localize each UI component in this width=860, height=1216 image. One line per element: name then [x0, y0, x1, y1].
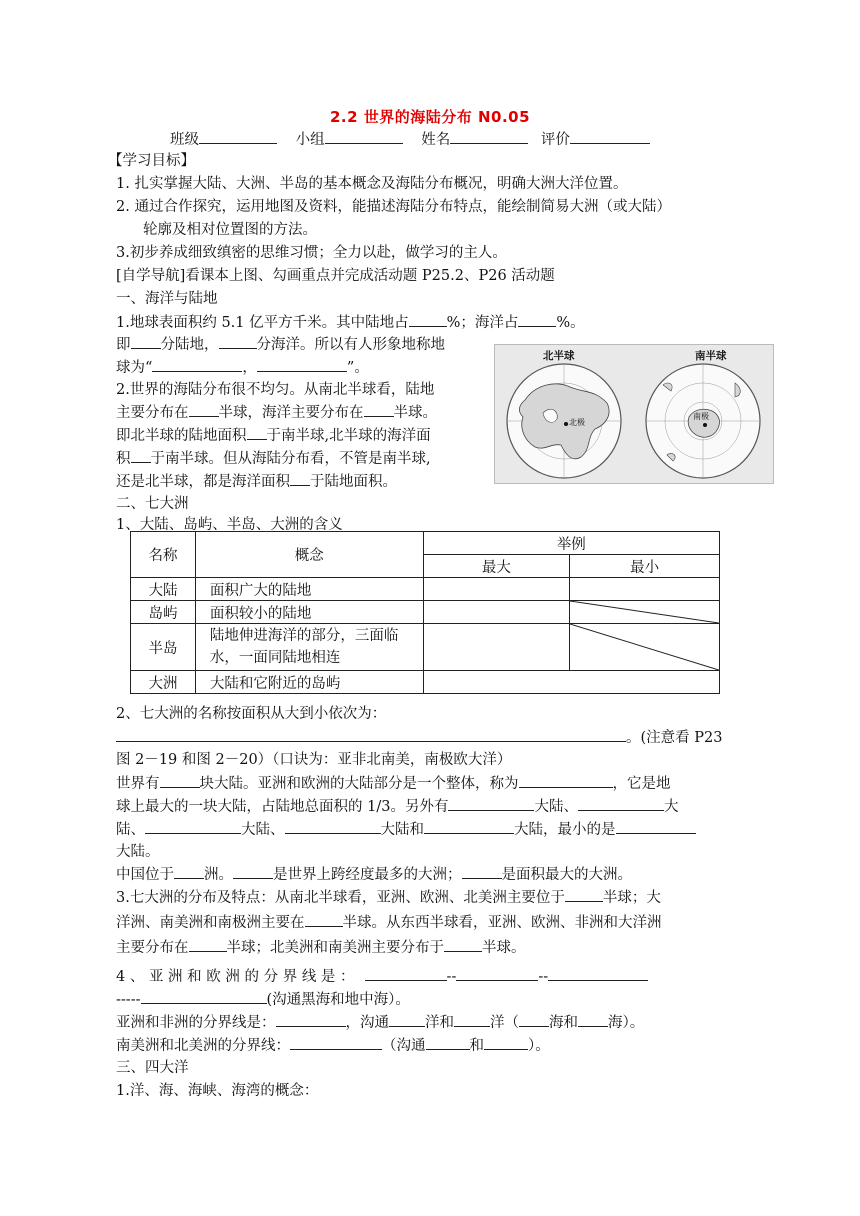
name-blank[interactable] — [450, 129, 528, 144]
s2-q2-note: 图 2－19 和图 2－20）（口诀为：亚非北南美，南极欧大洋） — [116, 752, 512, 768]
sea-blank-1[interactable] — [519, 1012, 549, 1027]
section-3-heading: 三、四大洋 — [116, 1060, 189, 1076]
north-pole-label: 北极 — [569, 418, 585, 427]
eval-blank[interactable] — [570, 129, 650, 144]
s2-q4-line2: ----- (沟通黑海和地中海）。 — [116, 989, 410, 1010]
s1-line-1: 1.地球表面积约 5.1 亿平方千米。其中陆地占 %；海洋占 %。 — [116, 312, 585, 333]
th-max: 最大 — [423, 555, 570, 578]
boundary-blank-1[interactable] — [365, 966, 447, 981]
s2-q5: 亚洲和非洲的分界线是： ，沟通 洋和 洋（ 海和 海）。 — [116, 1012, 644, 1033]
ocean-percent-blank[interactable] — [518, 312, 556, 327]
north-hemisphere-label: 北半球 — [543, 350, 575, 362]
south-pole-label: 南极 — [693, 412, 709, 421]
s1-line-3: 球为“ ， ”。 — [116, 357, 369, 378]
goals-heading: 【学习目标】 — [108, 153, 195, 169]
boundary-blank-4[interactable] — [141, 989, 267, 1004]
s2-sub-1: 1、大陆、岛屿、半岛、大洲的含义 — [116, 517, 343, 533]
continent-group-cell[interactable] — [423, 671, 719, 694]
s2-p4: 大陆。 — [116, 844, 160, 860]
self-study-nav: [自学导航]看课本上图、勾画重点并完成活动题 P25.2、P26 活动题 — [116, 268, 555, 284]
s2-q3-line2: 洋洲、南美洲和南极洲主要在 半球。从东西半球看，亚洲、欧洲、非洲和大洋洲 — [116, 912, 662, 933]
s3-q1: 1.洋、海、海峡、海湾的概念： — [116, 1083, 319, 1099]
continent-blank-4[interactable] — [285, 819, 381, 834]
th-name: 名称 — [131, 532, 196, 578]
hemispheres-figure — [494, 344, 774, 484]
largest-continent-blank[interactable] — [462, 864, 502, 879]
china-continent-blank[interactable] — [174, 864, 204, 879]
boundary-blank-3[interactable] — [548, 966, 648, 981]
s2-p3: 陆、 大陆、 大陆和 大陆，最小的是 — [116, 819, 696, 840]
hemisphere-blank-4[interactable] — [444, 937, 482, 952]
asia-africa-boundary-blank[interactable] — [276, 1012, 346, 1027]
nickname-blank-1[interactable] — [152, 357, 242, 372]
name-label: 姓名 — [421, 132, 451, 148]
s1-line-8: 还是北半球，都是海洋面积 于陆地面积。 — [116, 471, 397, 492]
peninsula-max-cell[interactable] — [423, 624, 570, 671]
goal-3: 3.初步养成细致缜密的思维习惯；全力以赴，做学习的主人。 — [116, 245, 507, 261]
s2-q2: 2、七大洲的名称按面积从大到小依次为： — [116, 706, 387, 722]
s2-q2-answer: 。(注意看 P23 — [116, 727, 722, 748]
s1-line-7: 积 于南半球。但从海陆分布看，不管是南半球, — [116, 448, 431, 469]
s2-p2: 球上最大的一块大陆，占陆地总面积的 1/3。另外有 大陆、 大 — [116, 796, 731, 817]
smallest-continent-blank[interactable] — [616, 819, 696, 834]
continent-blank-3[interactable] — [145, 819, 241, 834]
s2-q4-line1: 4 、 亚 洲 和 欧 洲 的 分 界 线 是 ： -- -- — [116, 966, 648, 987]
americas-boundary-blank[interactable] — [290, 1035, 382, 1050]
th-example: 举例 — [423, 532, 719, 555]
hemisphere-blank-1[interactable] — [565, 887, 603, 902]
connect-blank-1[interactable] — [426, 1035, 470, 1050]
page-title: 2.2 世界的海陆分布 N0.05 — [329, 108, 531, 126]
island-max-cell[interactable] — [423, 601, 570, 624]
ocean-fraction-blank[interactable] — [219, 334, 257, 349]
ocean-hemisphere-blank[interactable] — [364, 402, 394, 417]
s1-line-2: 即 分陆地， 分海洋。所以有人形象地称地 — [116, 334, 445, 355]
class-label: 班级 — [170, 132, 199, 148]
continent-blank-1[interactable] — [448, 796, 534, 811]
s1-line-6: 即北半球的陆地面积 于南半球,北半球的海洋面 — [116, 425, 431, 446]
ocean-compare-blank[interactable] — [131, 448, 151, 463]
table-row: 大洲 大陆和它附近的岛屿 — [131, 671, 720, 694]
table-row: 半岛 陆地伸进海洋的部分，三面临 水，一面同陆地相连 — [131, 624, 720, 671]
land-compare-blank[interactable] — [247, 425, 267, 440]
area-compare-blank[interactable] — [290, 471, 310, 486]
s2-p5: 中国位于 洲。 是世界上跨经度最多的大洲； 是面积最大的大洲。 — [116, 864, 632, 885]
hemisphere-blank-3[interactable] — [189, 937, 227, 952]
widest-continent-blank[interactable] — [233, 864, 273, 879]
group-blank[interactable] — [325, 129, 403, 144]
s2-q3-line1: 3.七大洲的分布及特点：从南北半球看，亚洲、欧洲、北美洲主要位于 半球；大 — [116, 887, 661, 908]
hemisphere-blank-2[interactable] — [305, 912, 343, 927]
table-row: 岛屿 面积较小的陆地 — [131, 601, 720, 624]
s1-line-4: 2.世界的海陆分布很不均匀。从南北半球看，陆地 — [116, 382, 435, 398]
sea-blank-2[interactable] — [578, 1012, 608, 1027]
hemisphere-globes-graphic — [495, 345, 773, 483]
continent-count-blank[interactable] — [160, 773, 200, 788]
seven-continents-blank[interactable] — [116, 727, 626, 742]
definitions-table — [130, 531, 720, 694]
island-min-cell-crossed — [570, 601, 720, 624]
goal-1: 1. 扎实掌握大陆、大洲、半岛的基本概念及海陆分布概况，明确大洲大洋位置。 — [116, 176, 628, 192]
boundary-blank-2[interactable] — [456, 966, 538, 981]
s1-line-5: 主要分布在 半球，海洋主要分布在 半球。 — [116, 402, 437, 423]
ocean-blank-2[interactable] — [454, 1012, 490, 1027]
header-fields — [170, 129, 650, 150]
goal-2: 2. 通过合作探究，运用地图及资料，能描述海陆分布特点，能绘制简易大洲（或大陆） — [116, 199, 671, 215]
continent-blank-5[interactable] — [424, 819, 514, 834]
ocean-blank-1[interactable] — [389, 1012, 425, 1027]
eurasia-blank[interactable] — [519, 773, 613, 788]
goal-2-cont: 轮廓及相对位置图的方法。 — [143, 222, 317, 238]
th-min: 最小 — [570, 555, 720, 578]
south-hemisphere-label: 南半球 — [695, 350, 727, 362]
table-row: 大陆 面积广大的陆地 — [131, 578, 720, 601]
class-blank[interactable] — [199, 129, 277, 144]
section-2-heading: 二、七大洲 — [116, 496, 189, 512]
connect-blank-2[interactable] — [484, 1035, 528, 1050]
land-percent-blank[interactable] — [409, 312, 447, 327]
nickname-blank-2[interactable] — [257, 357, 347, 372]
s2-q3-line3: 主要分布在 半球；北美洲和南美洲主要分布于 半球。 — [116, 937, 526, 958]
continent-max-cell[interactable] — [423, 578, 570, 601]
land-hemisphere-blank[interactable] — [189, 402, 219, 417]
section-1-heading: 一、海洋与陆地 — [116, 291, 218, 307]
continent-min-cell[interactable] — [570, 578, 720, 601]
peninsula-min-cell-crossed — [570, 624, 720, 671]
s2-p1: 世界有 块大陆。亚洲和欧洲的大陆部分是一个整体，称为 ，它是地 — [116, 773, 731, 794]
land-fraction-blank[interactable] — [131, 334, 161, 349]
th-concept: 概念 — [195, 532, 423, 578]
continent-blank-2[interactable] — [578, 796, 664, 811]
s2-q6: 南美洲和北美洲的分界线： （沟通 和 ）。 — [116, 1035, 550, 1056]
eval-label: 评价 — [540, 132, 570, 148]
group-label: 小组 — [295, 132, 325, 148]
